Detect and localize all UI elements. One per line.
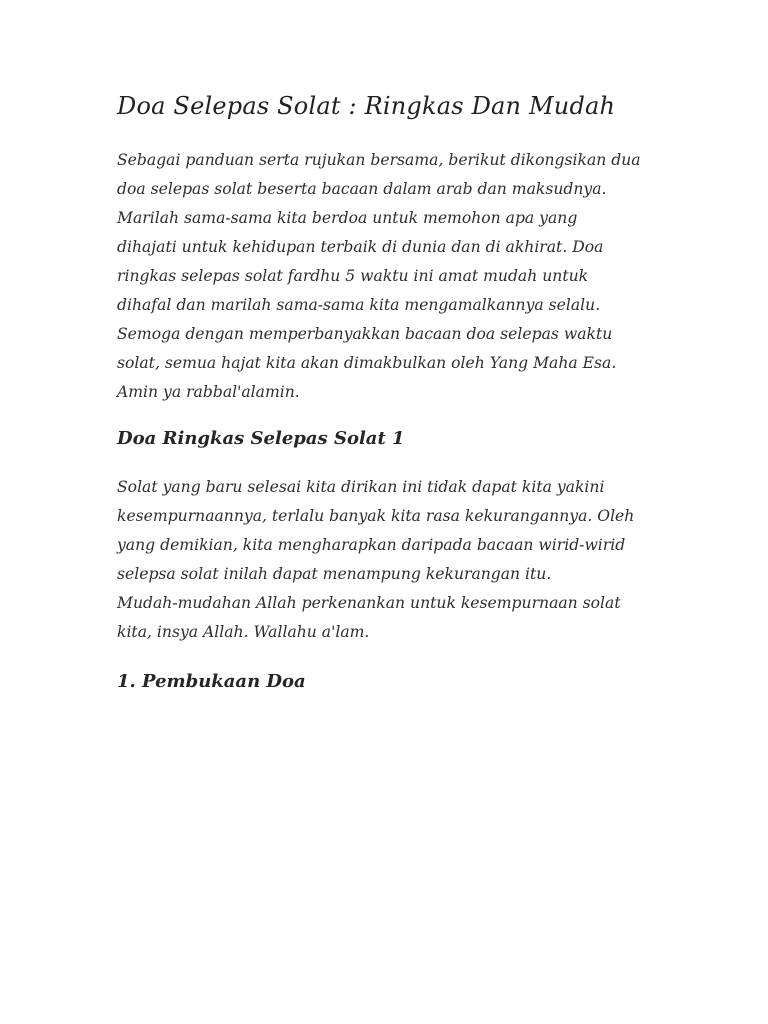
intro-line: solat, semua hajat kita akan dimakbulkan oleh Yang Maha Esa. <box>117 354 617 372</box>
intro-line: Sebagai panduan serta rujukan bersama, berikut dikongsikan dua <box>117 151 641 169</box>
intro-line: Amin ya rabbal'alamin. <box>117 383 300 401</box>
section-1-line: yang demikian, kita mengharapkan daripada bacaan wirid-wirid <box>117 536 626 554</box>
pembukaan-doa-heading: 1. Pembukaan Doa <box>117 671 306 692</box>
intro-line: doa selepas solat beserta bacaan dalam arab dan maksudnya. <box>117 180 607 198</box>
intro-line: dihajati untuk kehidupan terbaik di dunia dan di akhirat. Doa <box>117 238 604 256</box>
section-1-line: Mudah-mudahan Allah perkenankan untuk kesempurnaan solat <box>117 594 621 612</box>
section-1-line: kita, insya Allah. Wallahu a'lam. <box>117 623 370 641</box>
intro-line: dihafal dan marilah sama-sama kita mengamalkannya selalu. <box>117 296 601 314</box>
intro-line: ringkas selepas solat fardhu 5 waktu ini amat mudah untuk <box>117 267 589 285</box>
intro-line: Marilah sama-sama kita berdoa untuk memohon apa yang <box>117 209 578 227</box>
intro-paragraph <box>117 146 665 407</box>
intro-line: Semoga dengan memperbanyakkan bacaan doa selepas waktu <box>117 325 613 343</box>
section-1-paragraph <box>117 473 665 647</box>
section-1-heading: Doa Ringkas Selepas Solat 1 <box>117 428 405 449</box>
section-1-line: selepsa solat inilah dapat menampung kekurangan itu. <box>117 565 552 583</box>
section-1-line: Solat yang baru selesai kita dirikan ini tidak dapat kita yakini <box>117 478 605 496</box>
page-title: Doa Selepas Solat : Ringkas Dan Mudah <box>117 92 616 120</box>
section-1-line: kesempurnaannya, terlalu banyak kita rasa kekurangannya. Oleh <box>117 507 635 525</box>
